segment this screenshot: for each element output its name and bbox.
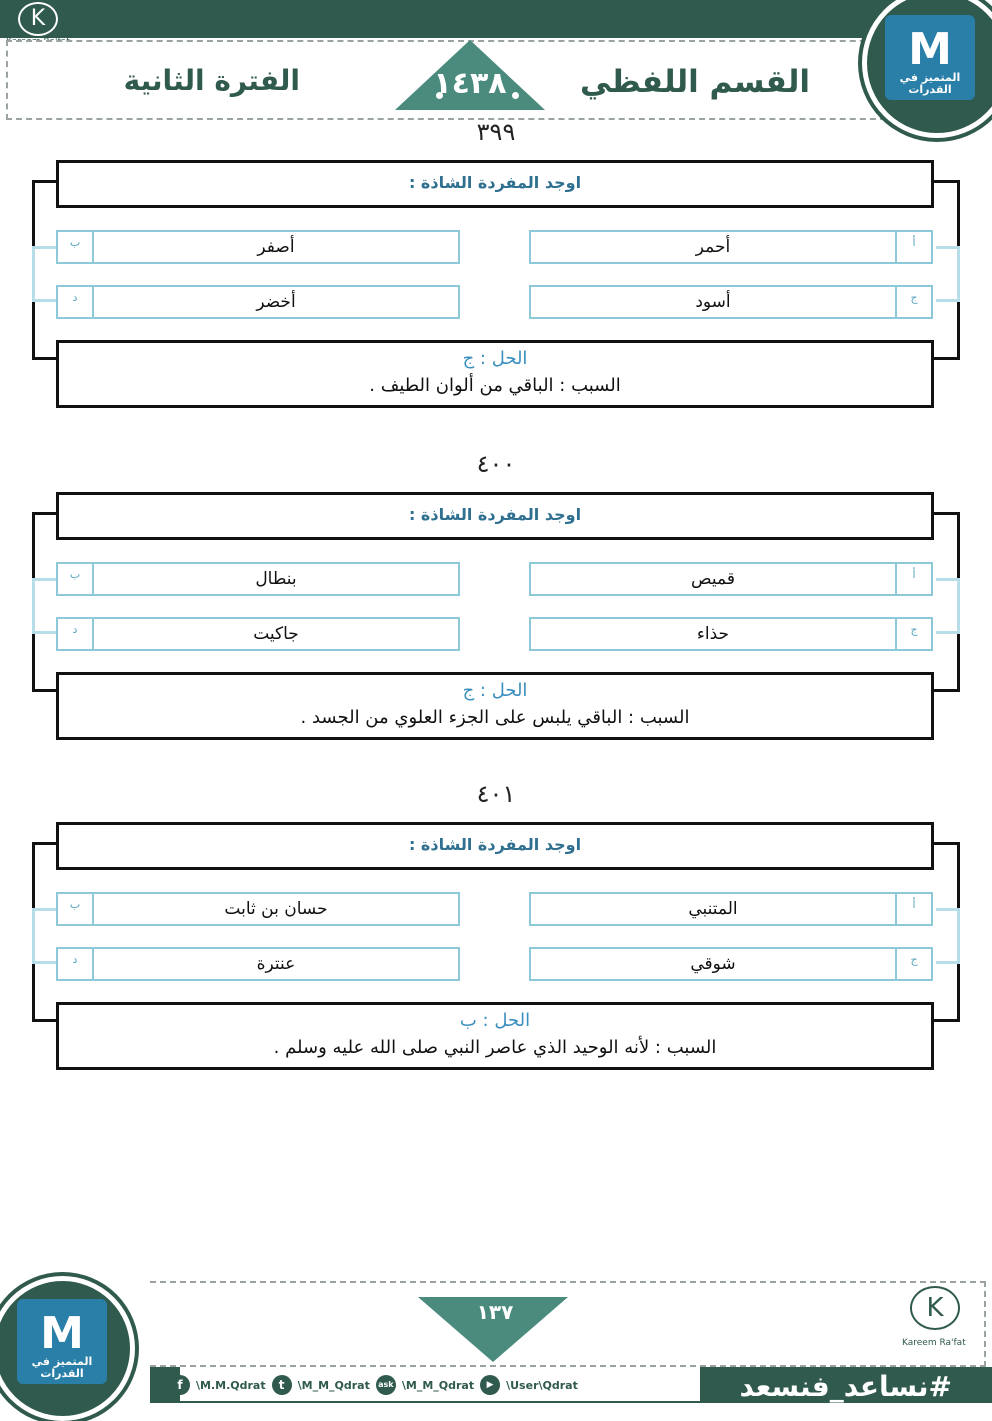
option-letter: د — [72, 623, 78, 636]
option-letter: ج — [910, 623, 918, 636]
logo-caption: المتميز في القدرات — [899, 71, 961, 96]
footer-brand-name: Kareem Ra'fat — [902, 1338, 966, 1348]
option-letter: ج — [910, 953, 918, 966]
option-text: أصفر — [257, 237, 295, 257]
question-prompt: اوجد المفردة الشاذة : — [56, 492, 934, 540]
answer-reason: السبب : الباقي يلبس على الجزء العلوي من الجسد . — [300, 707, 690, 728]
question-prompt: اوجد المفردة الشاذة : — [56, 822, 934, 870]
option-text: عنترة — [256, 954, 296, 974]
page-number: ١٣٧ — [476, 1300, 514, 1324]
question-block — [32, 822, 960, 1072]
option-c[interactable] — [529, 617, 933, 651]
option-d[interactable] — [56, 617, 460, 651]
option-a[interactable] — [529, 230, 933, 264]
social-links — [170, 1373, 578, 1397]
footer-box — [150, 1281, 986, 1367]
option-a[interactable] — [529, 562, 933, 596]
option-letter: ج — [910, 291, 918, 304]
header-band — [0, 0, 880, 38]
answer-label: الحل : ب — [459, 1010, 531, 1031]
option-b[interactable] — [56, 892, 460, 926]
footer-logo-circle — [0, 1276, 135, 1421]
section-title: القسم اللفظي — [579, 64, 810, 100]
answer-reason: السبب : الباقي من ألوان الطيف . — [369, 375, 621, 396]
option-text: أخضر — [256, 292, 296, 312]
option-connector-right — [936, 246, 960, 302]
option-text: بنطال — [255, 569, 297, 589]
header-year: ١٤٣٨ — [433, 66, 507, 101]
hashtag: #نساعد_فنسعد — [739, 1370, 952, 1403]
youtube-icon[interactable]: ▶ — [480, 1375, 500, 1395]
option-connector-left — [32, 578, 56, 634]
option-connector-left — [32, 246, 56, 302]
footer-logo-caption: المتميز في القدرات — [31, 1355, 93, 1380]
footer-k-logo-icon: K — [910, 1286, 960, 1330]
option-letter: ب — [69, 568, 81, 581]
option-c[interactable] — [529, 947, 933, 981]
option-a[interactable] — [529, 892, 933, 926]
option-b[interactable] — [56, 562, 460, 596]
option-text: أسود — [695, 292, 731, 312]
option-letter: أ — [912, 236, 916, 249]
facebook-icon[interactable]: f — [170, 1375, 190, 1395]
option-c[interactable] — [529, 285, 933, 319]
ask-icon[interactable]: ask — [376, 1375, 396, 1395]
question-block — [32, 492, 960, 742]
option-d[interactable] — [56, 947, 460, 981]
question-prompt: اوجد المفردة الشاذة : — [56, 160, 934, 208]
question-number: ٤٠٠ — [476, 450, 516, 478]
option-text: جاكيت — [253, 624, 299, 644]
book-m-logo-icon: M المتميز في القدرات — [885, 15, 975, 100]
option-d[interactable] — [56, 285, 460, 319]
option-connector-left — [32, 908, 56, 964]
option-text: شوقي — [690, 954, 736, 974]
option-text: المتنبي — [688, 899, 738, 919]
twitter-icon[interactable]: t — [272, 1375, 292, 1395]
option-text: قميص — [691, 569, 735, 589]
option-letter: ب — [69, 898, 81, 911]
option-text: حذاء — [696, 624, 730, 644]
answer-box — [56, 672, 934, 740]
question-number: ٤٠١ — [476, 780, 516, 808]
option-letter: ب — [69, 236, 81, 249]
answer-label: الحل : ج — [462, 348, 528, 369]
twitter-handle[interactable]: \M_M_Qdrat — [297, 1378, 370, 1392]
option-letter: أ — [912, 568, 916, 581]
option-letter: د — [72, 953, 78, 966]
footer-book-m-logo-icon: M المتميز في القدرات — [17, 1299, 107, 1384]
brand-k-logo-icon: K — [18, 2, 58, 36]
option-text: حسان بن ثابت — [224, 899, 328, 919]
period-title: الفترة الثانية — [123, 64, 300, 97]
answer-box — [56, 1002, 934, 1070]
question-number: ٣٩٩ — [476, 118, 516, 146]
option-b[interactable] — [56, 230, 460, 264]
question-block — [32, 160, 960, 410]
facebook-handle[interactable]: \M.M.Qdrat — [196, 1378, 266, 1392]
answer-reason: السبب : لأنه الوحيد الذي عاصر النبي صلى الله عليه وسلم . — [273, 1037, 717, 1058]
option-letter: د — [72, 291, 78, 304]
youtube-handle[interactable]: \User\Qdrat — [506, 1378, 578, 1392]
answer-label: الحل : ج — [462, 680, 528, 701]
option-letter: أ — [912, 898, 916, 911]
option-connector-right — [936, 578, 960, 634]
option-text: أحمر — [695, 237, 731, 257]
option-connector-right — [936, 908, 960, 964]
ask-handle[interactable]: \M_M_Qdrat — [401, 1378, 475, 1392]
answer-box — [56, 340, 934, 408]
